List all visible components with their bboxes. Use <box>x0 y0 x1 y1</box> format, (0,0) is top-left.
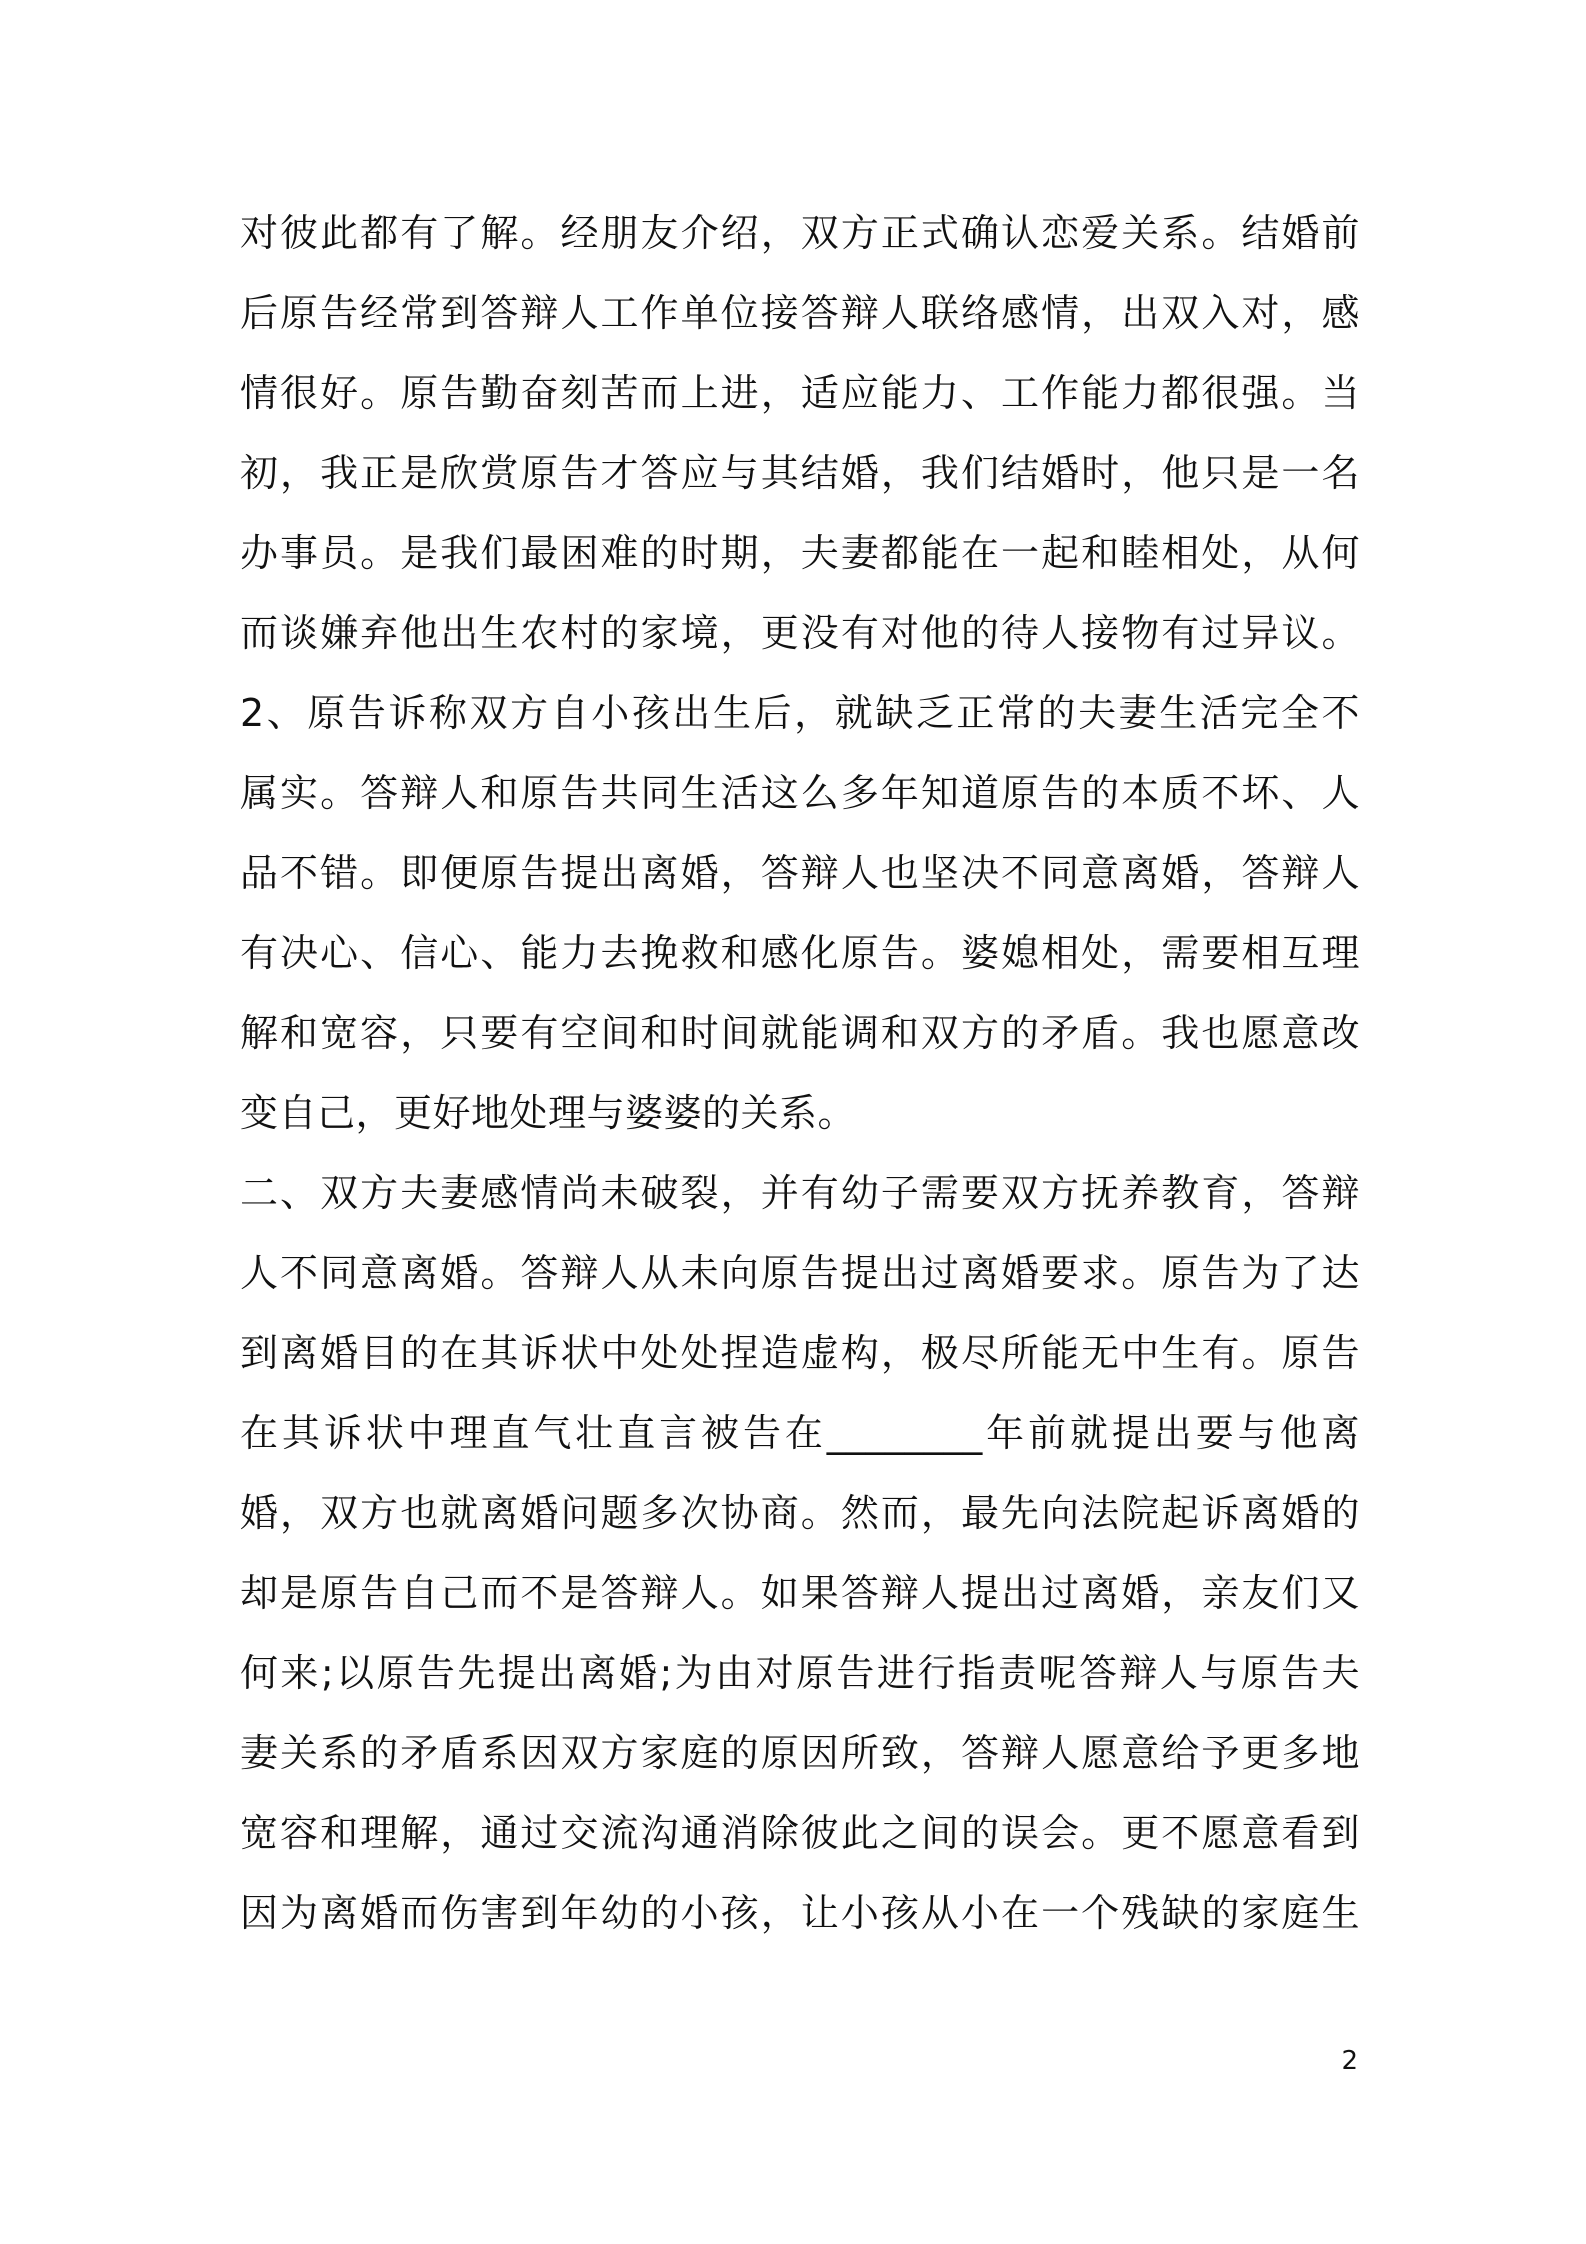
text-line: 却是原告自己而不是答辩人。如果答辩人提出过离婚，亲友们又 <box>240 1571 1360 1615</box>
text-line: 在其诉状中理直气壮直言被告在________年前就提出要与他离 <box>240 1411 1360 1455</box>
text-line: 解和宽容，只要有空间和时间就能调和双方的矛盾。我也愿意改 <box>240 1011 1360 1055</box>
text-line: 初，我正是欣赏原告才答应与其结婚，我们结婚时，他只是一名 <box>240 451 1360 495</box>
text-line: 有决心、信心、能力去挽救和感化原告。婆媳相处，需要相互理 <box>240 931 1360 975</box>
text-line: 宽容和理解，通过交流沟通消除彼此之间的误会。更不愿意看到 <box>240 1811 1360 1855</box>
text-line: 因为离婚而伤害到年幼的小孩，让小孩从小在一个残缺的家庭生 <box>240 1891 1360 1935</box>
text-line: 而谈嫌弃他出生农村的家境，更没有对他的待人接物有过异议。 <box>240 611 1360 655</box>
body-text <box>240 193 1360 1953</box>
text-line: 情很好。原告勤奋刻苦而上进，适应能力、工作能力都很强。当 <box>240 371 1360 415</box>
text-line: 属实。答辩人和原告共同生活这么多年知道原告的本质不坏、人 <box>240 771 1360 815</box>
text-line: 品不错。即便原告提出离婚，答辩人也坚决不同意离婚，答辩人 <box>240 851 1360 895</box>
text-line: 妻关系的矛盾系因双方家庭的原因所致，答辩人愿意给予更多地 <box>240 1731 1360 1775</box>
text-line: 二、双方夫妻感情尚未破裂，并有幼子需要双方抚养教育，答辩 <box>240 1171 1360 1215</box>
text-line: 到离婚目的在其诉状中处处捏造虚构，极尽所能无中生有。原告 <box>240 1331 1360 1375</box>
text-line: 人不同意离婚。答辩人从未向原告提出过离婚要求。原告为了达 <box>240 1251 1360 1295</box>
text-line: 后原告经常到答辩人工作单位接答辩人联络感情，出双入对，感 <box>240 291 1360 335</box>
text-line: 办事员。是我们最困难的时期，夫妻都能在一起和睦相处，从何 <box>240 531 1360 575</box>
text-line: 变自己，更好地处理与婆婆的关系。 <box>240 1091 857 1135</box>
text-line: 对彼此都有了解。经朋友介绍，双方正式确认恋爱关系。结婚前 <box>240 211 1360 255</box>
text-line: 2、原告诉称双方自小孩出生后，就缺乏正常的夫妻生活完全不 <box>240 691 1360 735</box>
page-number: 2 <box>1341 2046 1358 2076</box>
text-line: 何来;以原告先提出离婚;为由对原告进行指责呢答辩人与原告夫 <box>240 1651 1360 1695</box>
text-line: 婚，双方也就离婚问题多次协商。然而，最先向法院起诉离婚的 <box>240 1491 1360 1535</box>
